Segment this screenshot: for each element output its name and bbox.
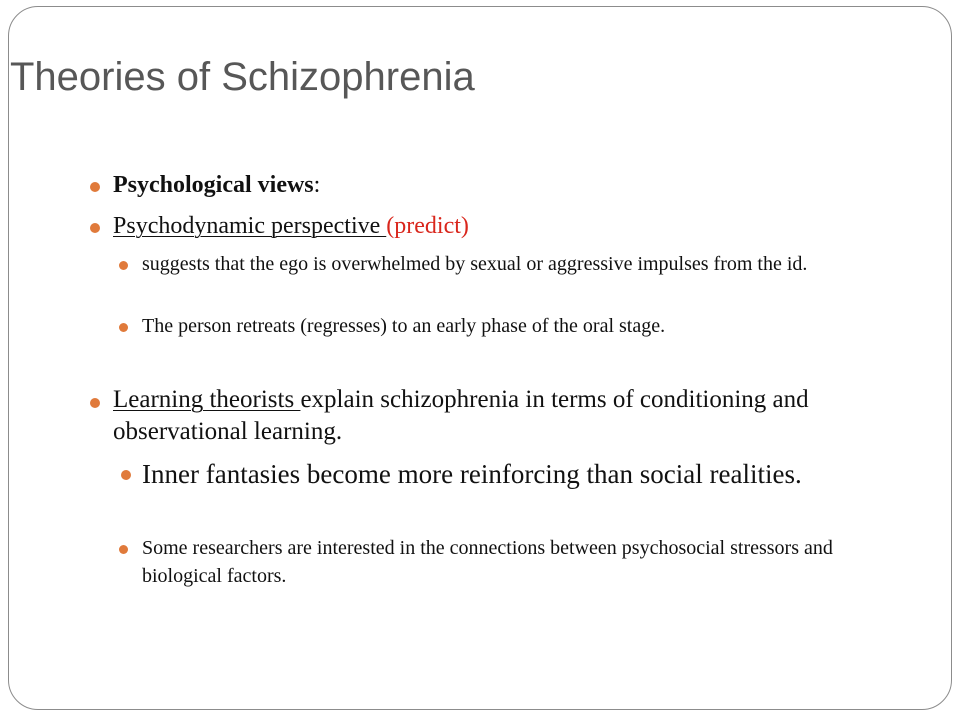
sub-bullet-regress: The person retreats (regresses) to an early phase of the oral stage. — [142, 315, 666, 337]
sub-bullet-fantasies: Inner fantasies become more reinforcing than social realities. — [142, 459, 802, 489]
sub-bullet-icon — [119, 545, 128, 554]
sub-bullet-icon — [119, 261, 128, 270]
bullet-text: explain schizophrenia in terms of conditioning and observational learning. — [113, 386, 809, 445]
bullet-learning — [113, 384, 813, 448]
sub-bullet-icon — [121, 470, 131, 480]
bullet-note: (predict) — [386, 213, 469, 239]
bullet-psychological-views — [113, 170, 320, 201]
bullet-icon — [90, 182, 100, 192]
sub-bullet-ego: suggests that the ego is overwhelmed by sexual or aggressive impulses from the id. — [142, 253, 808, 275]
bullet-label: Learning theorists — [113, 386, 301, 413]
bullet-label: Psychodynamic perspective — [113, 213, 387, 239]
bullet-psychodynamic — [113, 211, 469, 242]
sub-bullet-researchers: Some researchers are interested in the connections between psychosocial stressors and biological factors. — [142, 537, 833, 587]
bullet-icon — [90, 398, 100, 408]
bullet-label: Psychological views — [113, 172, 314, 198]
slide-title: Theories of Schizophrenia — [10, 55, 475, 99]
bullet-colon: : — [313, 172, 321, 198]
bullet-icon — [90, 223, 100, 233]
sub-bullet-icon — [119, 323, 128, 332]
